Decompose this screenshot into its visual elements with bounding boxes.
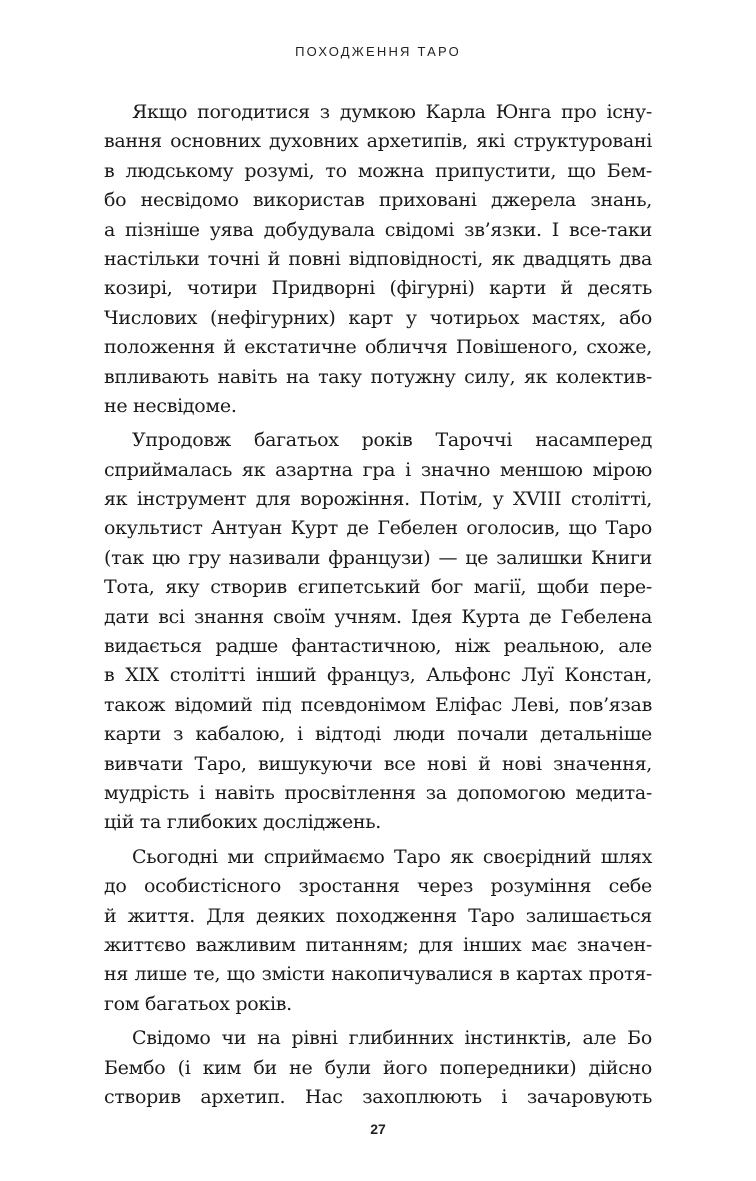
text-line: Якщо погодитися з думкою Карла Юнга про існу- [132,101,652,123]
text-line: карти з кабалою, і відтоді люди почали детальніше [104,723,652,746]
text-line: цій та глибоких досліджень. [104,811,382,834]
text-line: бо несвідомо використав приховані джерела знань, [104,189,652,212]
body-text [104,98,652,1112]
text-line: Упродовж багатьох років Тароччі насамперед [132,429,652,452]
text-line: Свідомо чи на рівні глибинних інстинктів, але Бо [132,1027,652,1050]
paragraph [104,426,652,837]
paragraph [104,98,652,421]
text-line: життєво важливим питанням; для інших має значен- [104,933,652,956]
text-line: в XIX столітті інший француз, Альфонс Луї Констан, [104,664,652,687]
text-line: впливають навіть на таку потужну силу, як колектив- [104,365,652,388]
text-line: Сьогодні ми сприймаємо Таро як своєрідний шлях [132,845,652,868]
text-line: Бембо (і ким би не були його попередники) дійсно [104,1056,652,1079]
text-line: положення й екстатичне обличчя Повішеного, схоже, [104,336,652,359]
text-line: видається радше фантастичною, ніж реальною, але [104,635,652,658]
text-line: (так цю гру називали французи) — це залишки Книги [104,546,652,569]
text-line: й життя. Для деяких походження Таро залишається [104,904,652,927]
text-line: в людському розумі, то можна припустити, що Бем- [104,159,652,182]
text-line: як інструмент для ворожіння. Потім, у XVIII столітті, [104,488,652,511]
text-line: окультист Антуан Курт де Гебелен оголосив, що Таро [104,517,652,540]
text-line: Числових (нефігурних) карт у чотирьох мастях, або [104,306,652,329]
text-line: до особистісного зростання через розуміння себе [104,875,652,898]
text-line: ня лише те, що змісти накопичувалися в картах протя- [104,963,652,986]
text-line: Тота, яку створив єгипетський бог магії, щоби пере- [104,576,652,599]
paragraph [104,1024,652,1112]
page-number: 27 [370,1121,386,1137]
text-line: настільки точні й повні відповідності, як двадцять два [104,247,652,270]
text-line: вивчати Таро, вишукуючи все нові й нові значення, [104,752,652,775]
text-line: дати всі знання своїм учням. Ідея Курта де Гебелена [104,605,652,628]
text-line: вання основних духовних архетипів, які структуровані [104,130,652,153]
text-line: також відомий під псевдонімом Еліфас Леві, пов’язав [104,693,652,716]
text-line: не несвідоме. [104,394,237,417]
text-line: мудрість і навіть просвітлення за допомогою медита- [104,781,652,804]
paragraph [104,843,652,1019]
text-line: а пізніше уява добудувала свідомі зв’язки. І все-таки [104,218,652,241]
text-line: козирі, чотири Придворні (фігурні) карти й десять [104,277,652,300]
text-line: гом багатьох років. [104,992,292,1015]
text-line: створив архетип. Нас захоплюють і зачаровують [104,1085,652,1108]
running-head: ПОХОДЖЕННЯ ТАРО [295,44,461,59]
text-line: сприймалась як азартна гра і значно меншою мірою [104,458,652,481]
